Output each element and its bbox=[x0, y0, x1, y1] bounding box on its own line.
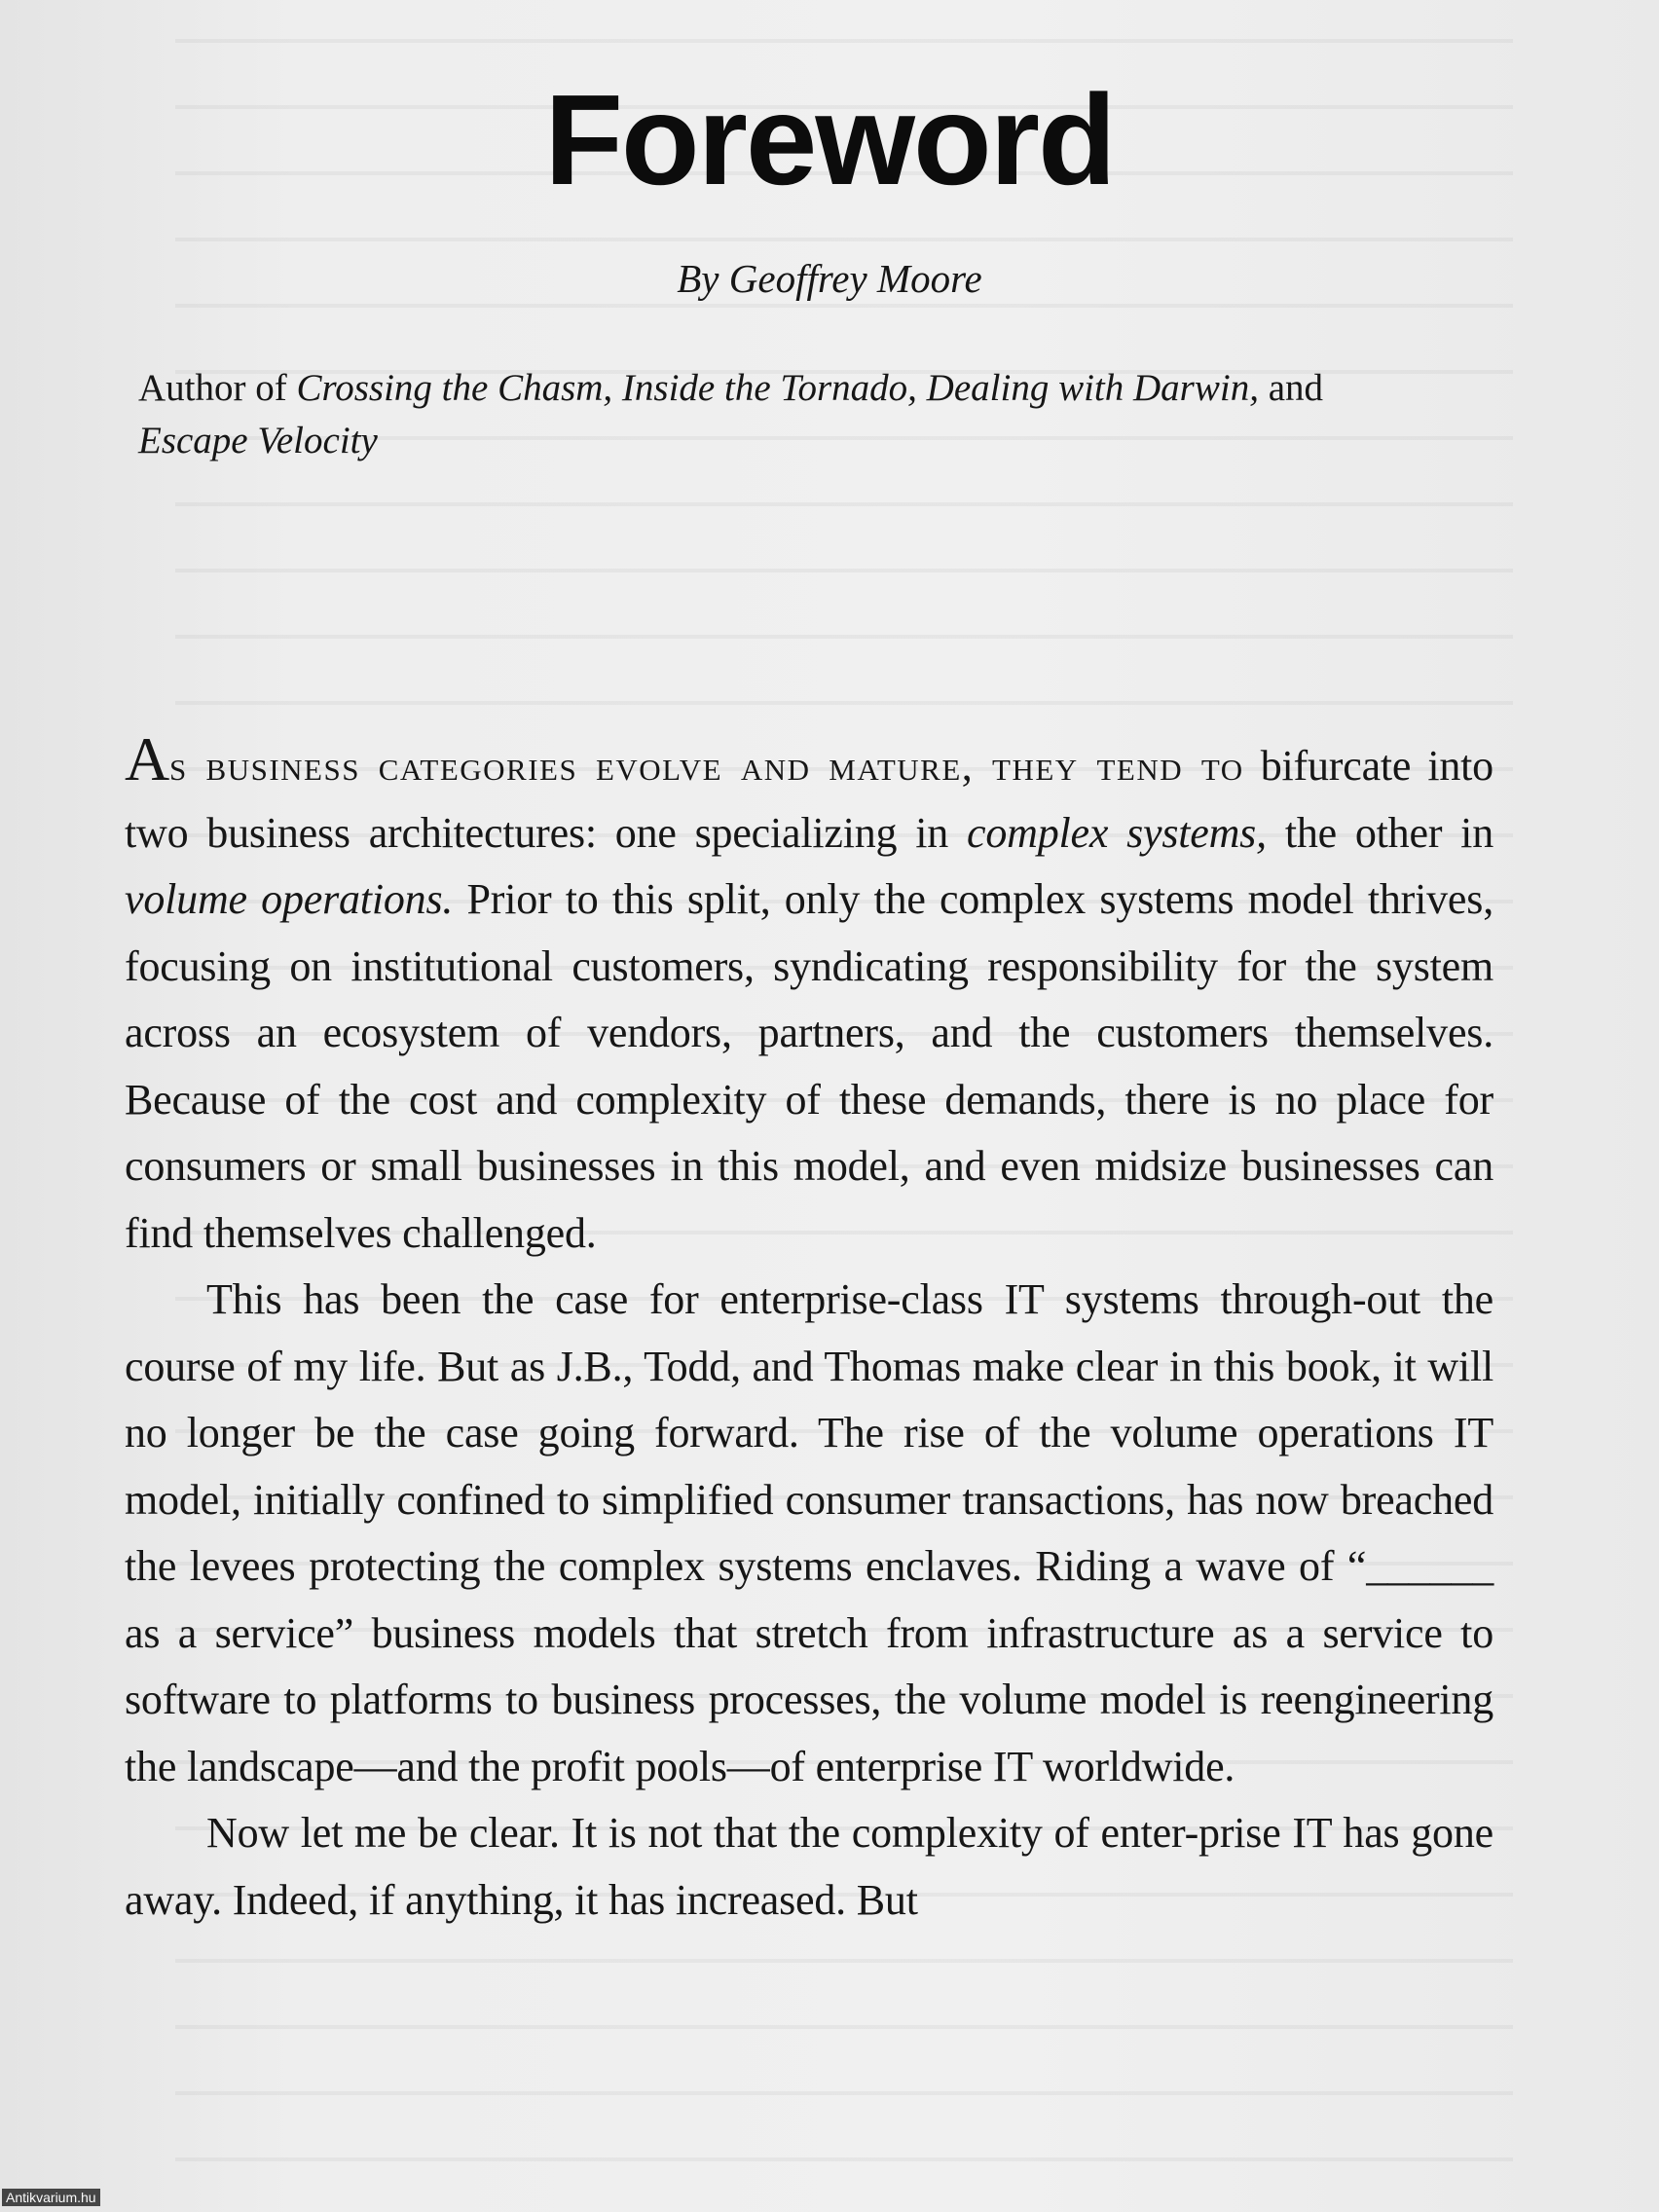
emphasis-text: volume operations. bbox=[125, 875, 454, 923]
emphasis-text: complex systems, bbox=[966, 808, 1267, 857]
paragraph-1 bbox=[125, 724, 1493, 1267]
author-note bbox=[138, 362, 1423, 467]
author-note-conjunction: and bbox=[1258, 367, 1324, 409]
watermark: Antikvarium.hu bbox=[2, 2189, 100, 2206]
byline: By Geoffrey Moore bbox=[677, 256, 982, 301]
book-title: Inside the Tornado, bbox=[621, 367, 917, 409]
author-note-prefix: Author of bbox=[138, 367, 297, 409]
paragraph-text: Prior to this split, only the complex systems model thrives, focusing on institutional customers, syndicating responsibility for the system across an ecosystem of vendors, partners, and the customers themselves. Because of the cost and complexity of these demands, there is no place for consumers or small businesses in this model, and even midsize businesses can find themselves challenged. bbox=[125, 875, 1493, 1257]
book-title: Escape Velocity bbox=[138, 420, 378, 461]
paragraph-2: This has been the case for enterprise-class IT systems through-out the course of my life. But as J.B., Todd, and Thomas make clear in this book, it will no longer be the case going forward. The rise of the volume operations IT model, initially confined to simplified consumer transactions, has now breached the levees protecting the complex systems enclaves. Riding a wave of “______ as a service” business models that stretch from infrastructure as a service to software to platforms to business processes, the volume model is reengineering the landscape—and the profit pools—of enterprise IT worldwide. bbox=[125, 1275, 1493, 1790]
foreword-body bbox=[125, 724, 1493, 1934]
paragraph-text: the other in bbox=[1284, 808, 1493, 857]
paragraph-3: Now let me be clear. It is not that the complexity of enter-prise IT has gone away. Indeed, if anything, it has increased. But bbox=[125, 1809, 1493, 1924]
small-caps-lead: s business categories evolve and mature, they tend to bbox=[169, 742, 1244, 790]
book-title: Dealing with Darwin, bbox=[926, 367, 1259, 409]
book-title: Crossing the Chasm, bbox=[296, 367, 613, 409]
paragraph-text: bifurcate into two business architectures: one specializing in bbox=[125, 742, 1493, 857]
page-title: Foreword bbox=[544, 68, 1115, 211]
drop-cap: A bbox=[125, 724, 170, 793]
